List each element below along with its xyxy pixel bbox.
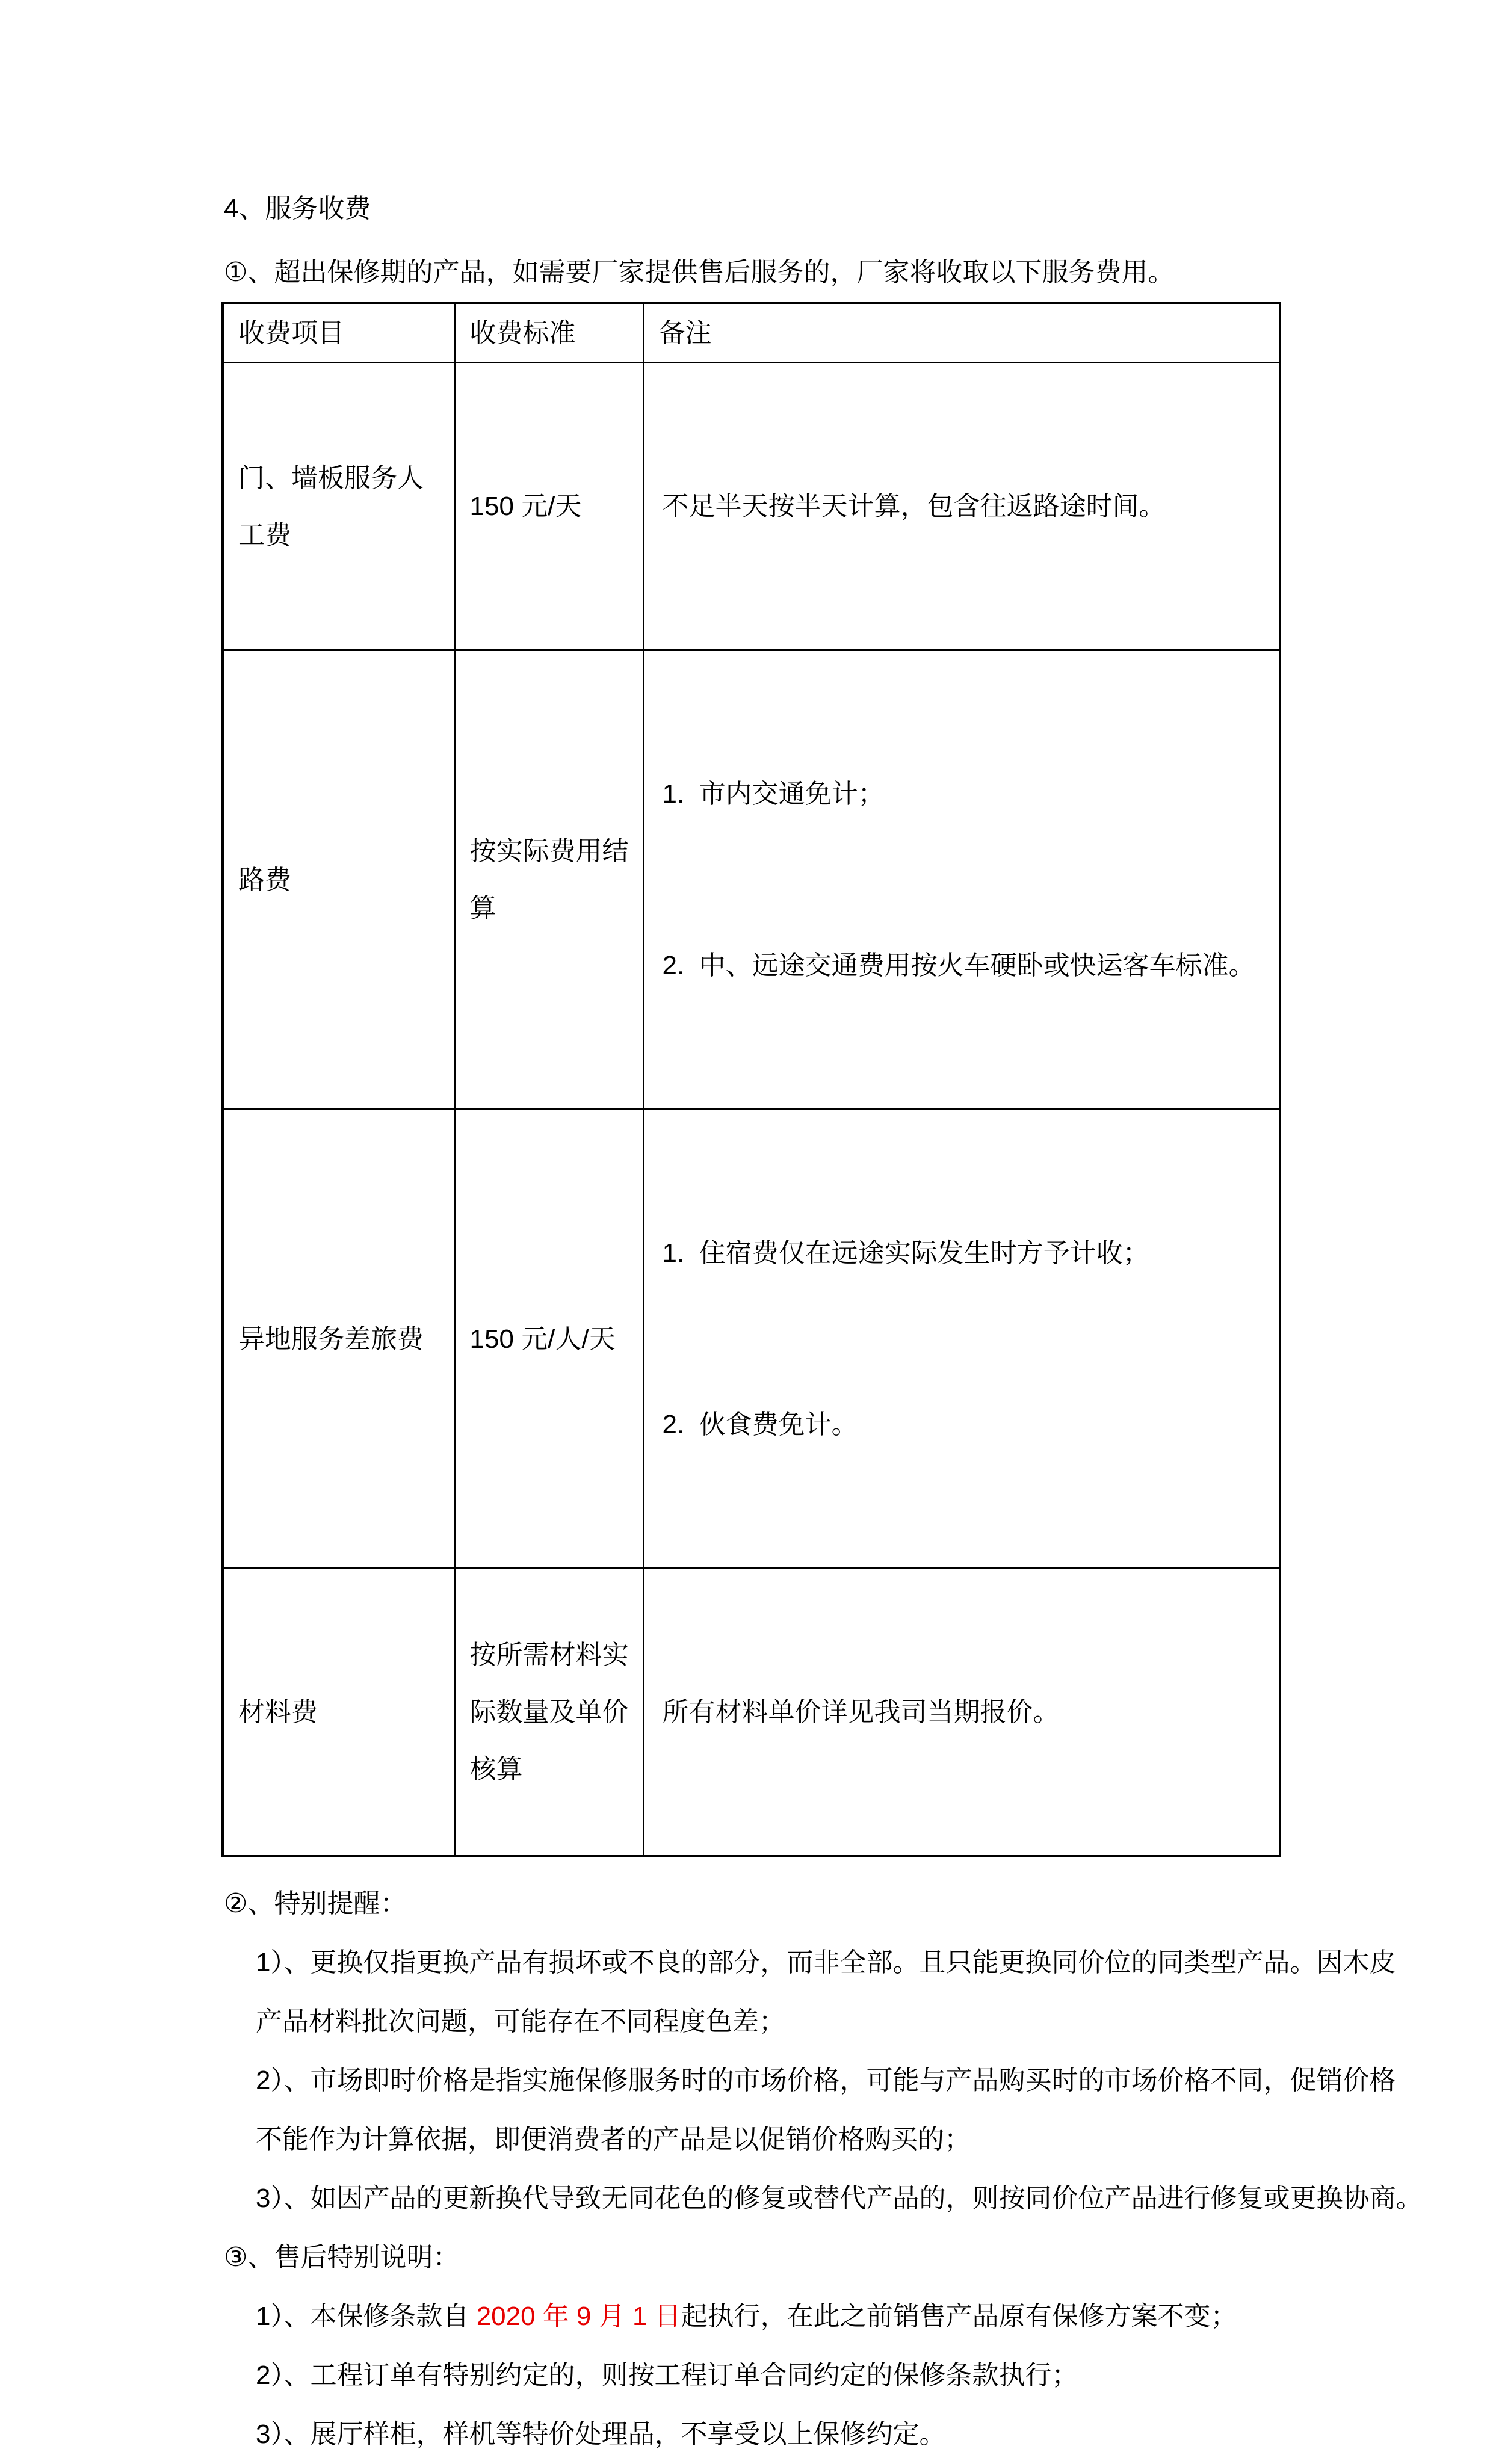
reminder-item-2-line-2: 不能作为计算依据，即便消费者的产品是以促销价格购买的；: [256, 2125, 971, 2154]
section-heading-special-reminder: ②、特别提醒：: [224, 1889, 407, 1918]
note-line: 2. 中、远途交通费用按火车硬卧或快运客车标准。: [662, 951, 1255, 980]
notes-cell: [643, 650, 1280, 1110]
aftersales-item-1-prefix: 1）、本保修条款自: [256, 2302, 477, 2331]
table-header-row: [223, 303, 1280, 363]
notes-cell: [643, 1110, 1280, 1569]
table-row: [223, 1110, 1280, 1569]
service-fee-table: [221, 302, 1281, 1857]
page-title: 4、服务收费: [224, 194, 371, 223]
note-line: 不足半天按半天计算，包含往返路途时间。: [662, 492, 1166, 521]
aftersales-item-1-suffix: 起执行，在此之前销售产品原有保修方案不变；: [681, 2302, 1237, 2331]
aftersales-item-1: [256, 2287, 1493, 2346]
effective-date-highlight: 2020 年 9 月 1 日: [476, 2302, 681, 2331]
note-line: 2. 伙食费免计。: [662, 1410, 858, 1439]
fee-item-cell: 材料费: [223, 1569, 454, 1857]
note-line: 1. 市内交通免计；: [662, 779, 885, 809]
aftersales-item-3: 3）、展厅样柜，样机等特价处理品，不享受以上保修约定。: [256, 2419, 946, 2449]
table-row: [223, 363, 1280, 650]
table-row: [223, 650, 1280, 1110]
table-row: [223, 1569, 1280, 1857]
fee-item-cell: 路费: [223, 650, 454, 1110]
document-page: [0, 179, 1493, 2449]
note-line: 所有材料单价详见我司当期报价。: [662, 1697, 1060, 1727]
fee-standard-cell: 按实际费用结算: [454, 650, 643, 1110]
fee-item-cell: 门、墙板服务人工费: [223, 363, 454, 650]
reminder-item-3: 3）、如因产品的更新换代导致无同花色的修复或替代产品的，则按同价位产品进行修复或更换协商。: [256, 2184, 1423, 2213]
fee-standard-cell: 按所需材料实际数量及单价核算: [454, 1569, 643, 1857]
column-header-fee-item: 收费项目: [223, 303, 454, 363]
note-line: 1. 住宿费仅在远途实际发生时方予计收；: [662, 1238, 1149, 1268]
notes-cell: [643, 1569, 1280, 1857]
fee-item-cell: 异地服务差旅费: [223, 1110, 454, 1569]
reminder-item-2-line-1: 2）、市场即时价格是指实施保修服务时的市场价格，可能与产品购买时的市场价格不同，促销价格: [256, 2066, 1396, 2095]
intro-paragraph: ①、超出保修期的产品，如需要厂家提供售后服务的，厂家将收取以下服务费用。: [224, 258, 1175, 287]
reminder-item-1-line-2: 产品材料批次问题，可能存在不同程度色差；: [256, 2007, 785, 2036]
aftersales-item-2: 2）、工程订单有特别约定的，则按工程订单合同约定的保修条款执行；: [256, 2361, 1078, 2390]
notes-cell: [643, 363, 1280, 650]
reminder-item-1-line-1: 1）、更换仅指更换产品有损坏或不良的部分，而非全部。且只能更换同价位的同类型产品。因木皮: [256, 1948, 1396, 1977]
section-heading-aftersales-notes: ③、售后特别说明：: [224, 2243, 460, 2272]
column-header-notes: 备注: [643, 303, 1280, 363]
fee-standard-cell: 150 元/天: [454, 363, 643, 650]
column-header-fee-standard: 收费标准: [454, 303, 643, 363]
fee-standard-cell: 150 元/人/天: [454, 1110, 643, 1569]
